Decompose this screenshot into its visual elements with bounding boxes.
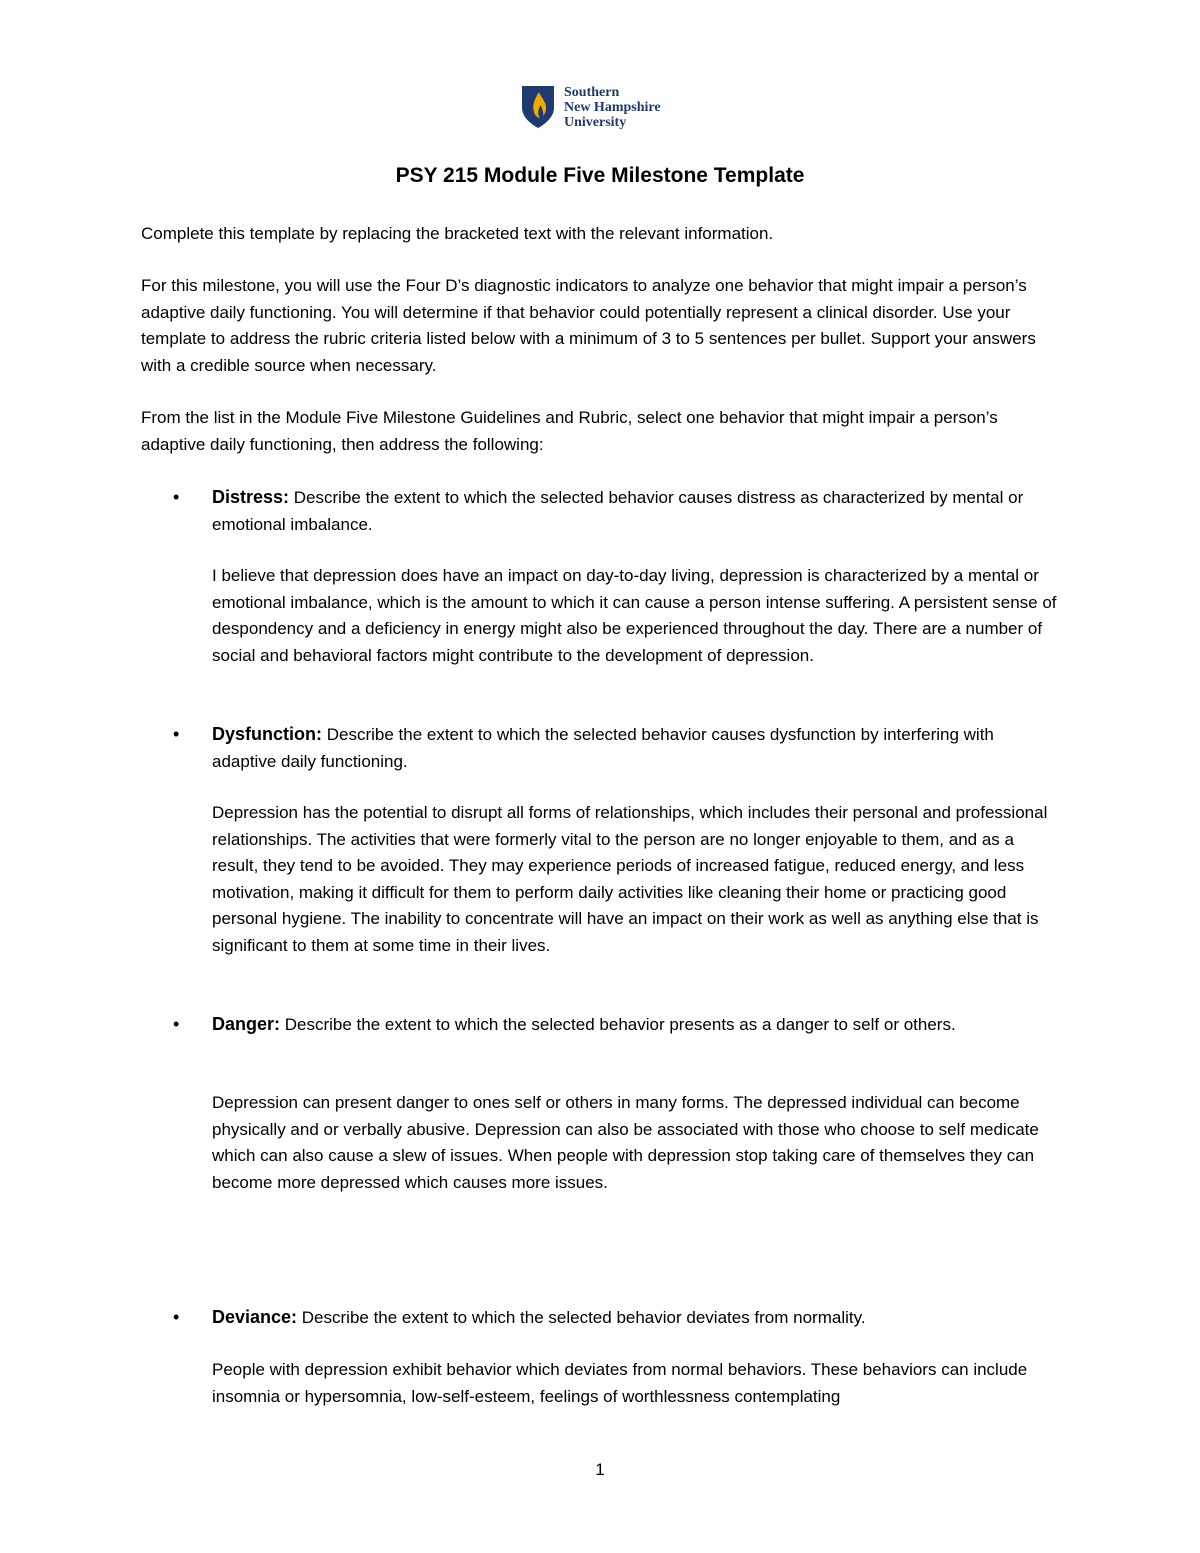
answer-danger: Depression can present danger to ones self or others in many forms. The depressed individual can become physically and or verbally abusive. Depression can also be associated with those who choose to self medicate which can also cause a slew of issues. When people with depression stop taking care of themselves they can become more depressed which causes more issues. (212, 1093, 1039, 1192)
logo-wordmark (564, 85, 661, 130)
answer-dysfunction: Depression has the potential to disrupt all forms of relationships, which includes their personal and professional relationships. The activities that were formerly vital to the person are no longer enjoyable to them, and as a result, they tend to be avoided. They may experience periods of increased fatigue, reduced energy, and less motivation, making it difficult for them to perform daily activities like cleaning their home or practicing good personal hygiene. The inability to concentrate will have an impact on their work as well as anything else that is significant to them at some time in their lives. (212, 803, 1048, 955)
intro-paragraph: For this milestone, you will use the Four D’s diagnostic indicators to analyze one behavior that might impair a person’s adaptive daily functioning. You will determine if that behavior could potentially represent a clinical disorder. Use your template to address the rubric criteria listed below with a minimum of 3 to 5 sentences per bullet. Support your answers with a credible source when necessary. (141, 276, 1036, 375)
criterion-term: Dysfunction: (212, 724, 322, 744)
prompt-paragraph: From the list in the Module Five Milestone Guidelines and Rubric, select one behavior that might impair a person’s adaptive daily functioning, then address the following: (141, 408, 998, 454)
bullet-distress: • (173, 487, 180, 507)
logo-line-1: Southern (564, 84, 620, 100)
criterion-term: Distress: (212, 487, 290, 507)
criterion-term: Deviance: (212, 1307, 298, 1327)
answer-distress: I believe that depression does have an impact on day-to-day living, depression is characterized by a mental or emotional imbalance, which is the amount to which it can cause a person intense suffering. A persistent sense of despondency and a deficiency in energy might also be experienced throughout the day. There are a number of social and behavioral factors might contribute to the development of depression. (212, 566, 1057, 665)
logo-line-3: University (564, 114, 627, 130)
page-number: 1 (595, 1460, 605, 1479)
logo-line-2: New Hampshire (564, 99, 661, 115)
university-logo (520, 84, 661, 130)
criterion-dysfunction (212, 721, 1062, 775)
bullet-dysfunction: • (173, 724, 180, 744)
answer-deviance: People with depression exhibit behavior which deviates from normal behaviors. These behaviors can include insomnia or hypersomnia, low-self-esteem, feelings of worthlessness contemplating (212, 1360, 1028, 1406)
criterion-description: Describe the extent to which the selected behavior presents as a danger to self or others. (280, 1015, 956, 1034)
criterion-description: Describe the extent to which the selected behavior deviates from normality. (297, 1308, 866, 1327)
criterion-deviance (212, 1304, 1062, 1332)
document-title: PSY 215 Module Five Milestone Template (395, 164, 805, 187)
criterion-distress (212, 484, 1062, 538)
shield-flame-icon (520, 84, 556, 130)
criterion-danger (212, 1011, 1062, 1039)
criterion-description: Describe the extent to which the selected behavior causes distress as characterized by mental or emotional imbalance. (212, 488, 1024, 534)
criterion-description: Describe the extent to which the selected behavior causes dysfunction by interfering with adaptive daily functioning. (212, 725, 994, 771)
instruction-paragraph: Complete this template by replacing the bracketed text with the relevant information. (141, 224, 774, 243)
bullet-danger: • (173, 1014, 180, 1034)
bullet-deviance: • (173, 1307, 180, 1327)
criterion-term: Danger: (212, 1014, 281, 1034)
